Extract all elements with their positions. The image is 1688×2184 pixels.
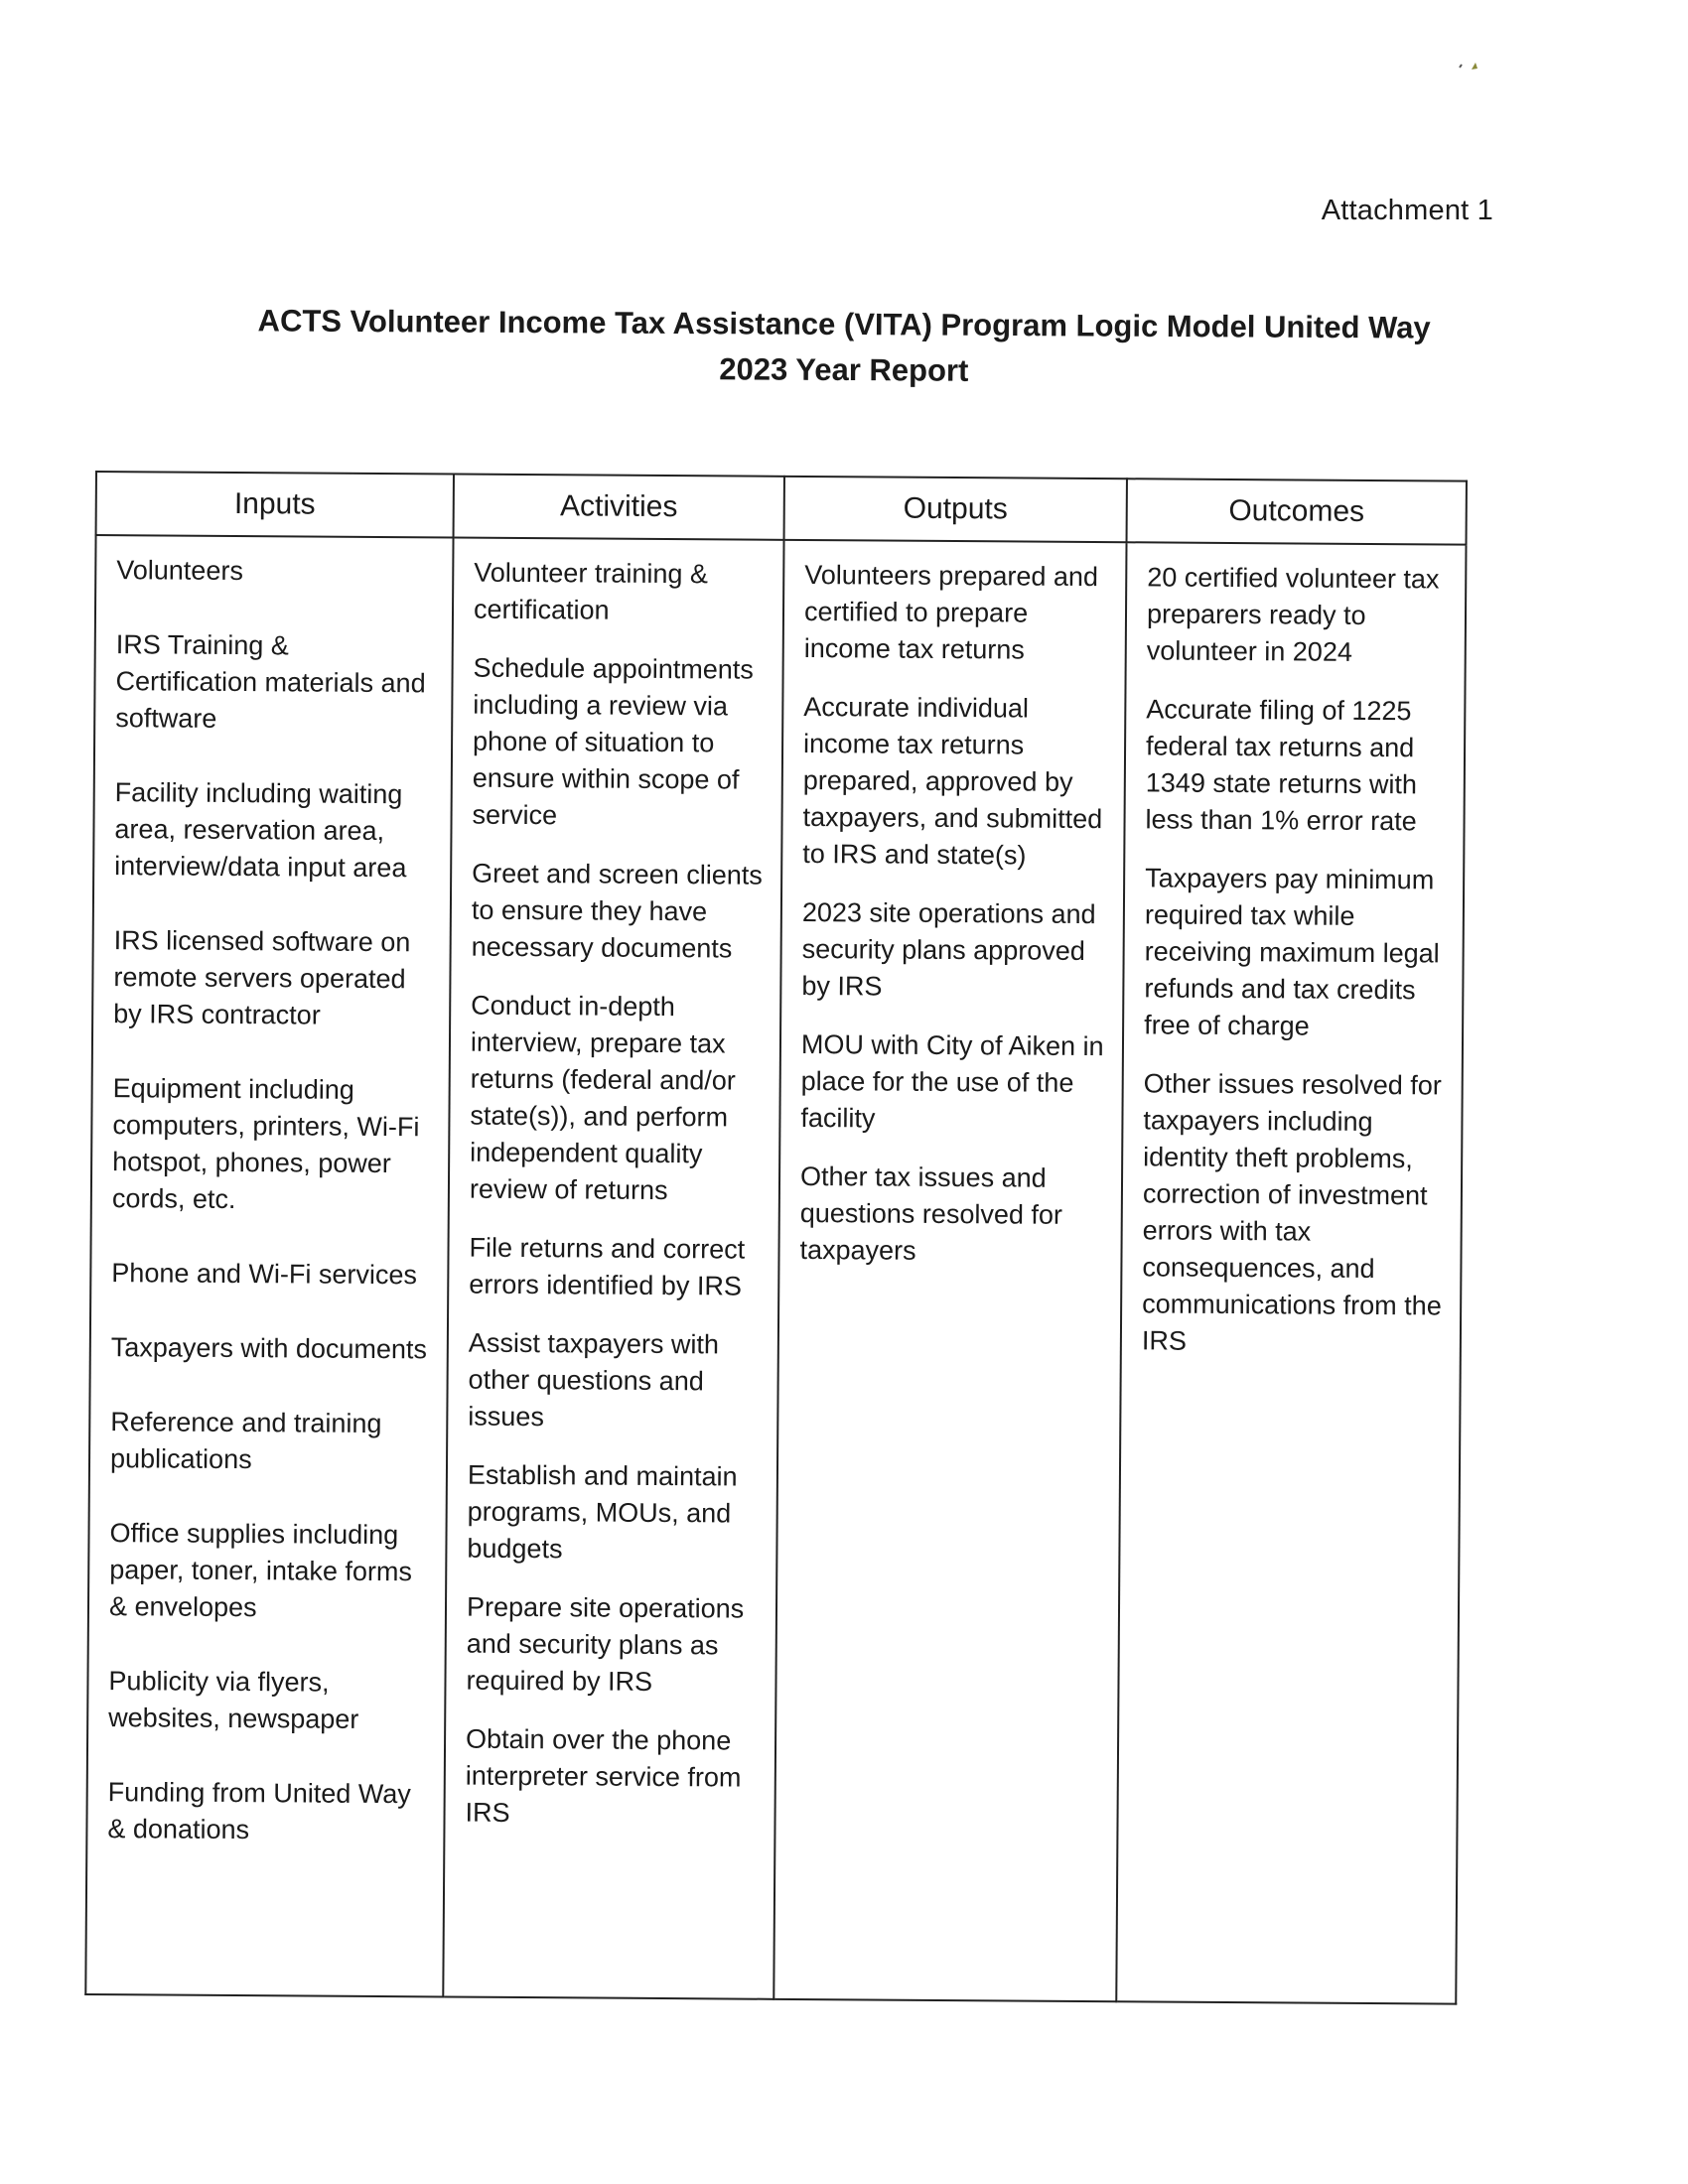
outcome-item: Taxpayers pay minimum required tax while receiving maximum legal refunds and tax credits free of charge [1144, 863, 1440, 1041]
input-item: Phone and Wi-Fi services [111, 1258, 418, 1291]
header-inputs: Inputs [96, 472, 454, 538]
input-item: IRS licensed software on remote servers operated by IRS contractor [113, 925, 411, 1030]
header-outcomes: Outcomes [1127, 478, 1467, 544]
input-item: Equipment including computers, printers, Wi-Fi hotspot, phones, power cords, etc. [111, 1073, 420, 1215]
inputs-column [85, 535, 453, 1996]
title-line-1: ACTS Volunteer Income Tax Assistance (VITA) Program Logic Model United Way [257, 303, 1431, 345]
activity-item: File returns and correct errors identified by IRS [469, 1232, 746, 1301]
outcome-item: 20 certified volunteer tax preparers ready to volunteer in 2024 [1146, 562, 1440, 667]
activities-column [443, 538, 783, 1999]
header-outputs: Outputs [784, 477, 1127, 542]
header-activities: Activities [454, 475, 784, 540]
activity-item: Conduct in-depth interview, prepare tax returns (federal and/or state(s)), and perform independent quality review of returns [469, 990, 736, 1206]
activity-item: Obtain over the phone interpreter service from IRS [465, 1723, 742, 1828]
output-item: Volunteers prepared and certified to prepare income tax returns [803, 559, 1099, 665]
input-item: Office supplies including paper, toner, intake forms & envelopes [108, 1518, 413, 1623]
activity-item: Volunteer training & certification [473, 557, 709, 625]
activity-item: Establish and maintain programs, MOUs, and budgets [467, 1459, 738, 1565]
attachment-label: Attachment 1 [1321, 195, 1493, 226]
activity-item: Schedule appointments including a review via phone of situation to ensure within scope of service [472, 652, 754, 831]
outcome-item: Accurate filing of 1225 federal tax returns and 1349 state returns with less than 1% error rate [1145, 694, 1418, 837]
input-item: Facility including waiting area, reservation area, interview/data input area [114, 777, 407, 884]
content-row [85, 535, 1466, 2004]
title-line-2: 2023 Year Report [719, 351, 969, 388]
outcomes-column [1116, 542, 1466, 2003]
activity-item: Prepare site operations and security plans as required by IRS [466, 1591, 745, 1697]
outputs-column [774, 540, 1126, 2001]
header-row [96, 472, 1467, 545]
input-item: Funding from United Way & donations [107, 1777, 411, 1845]
output-item: Other tax issues and questions resolved for taxpayers [799, 1160, 1063, 1266]
activity-item: Greet and screen clients to ensure they have necessary documents [471, 858, 763, 964]
page-title [199, 298, 1490, 397]
output-item: Accurate individual income tax returns prepared, approved by taxpayers, and submitted to IRS and state(s) [802, 691, 1103, 871]
input-item: Volunteers [116, 555, 243, 587]
activity-item: Assist taxpayers with other questions and issues [468, 1327, 720, 1433]
input-item: IRS Training & Certification materials and software [115, 629, 426, 734]
input-item: Publicity via flyers, websites, newspaper [108, 1666, 359, 1734]
input-item: Reference and training publications [109, 1407, 382, 1475]
logic-model-table-wrapper [84, 471, 1468, 2005]
logic-model-table [84, 471, 1468, 2005]
outcome-item: Other issues resolved for taxpayers including identity theft problems, correction of investment errors with tax consequences, and communications from the IRS [1141, 1068, 1442, 1356]
input-item: Taxpayers with documents [110, 1332, 428, 1365]
output-item: 2023 site operations and security plans approved by IRS [801, 896, 1096, 1002]
scan-mark [1458, 60, 1483, 73]
output-item: MOU with City of Aiken in place for the use of the facility [800, 1028, 1104, 1134]
